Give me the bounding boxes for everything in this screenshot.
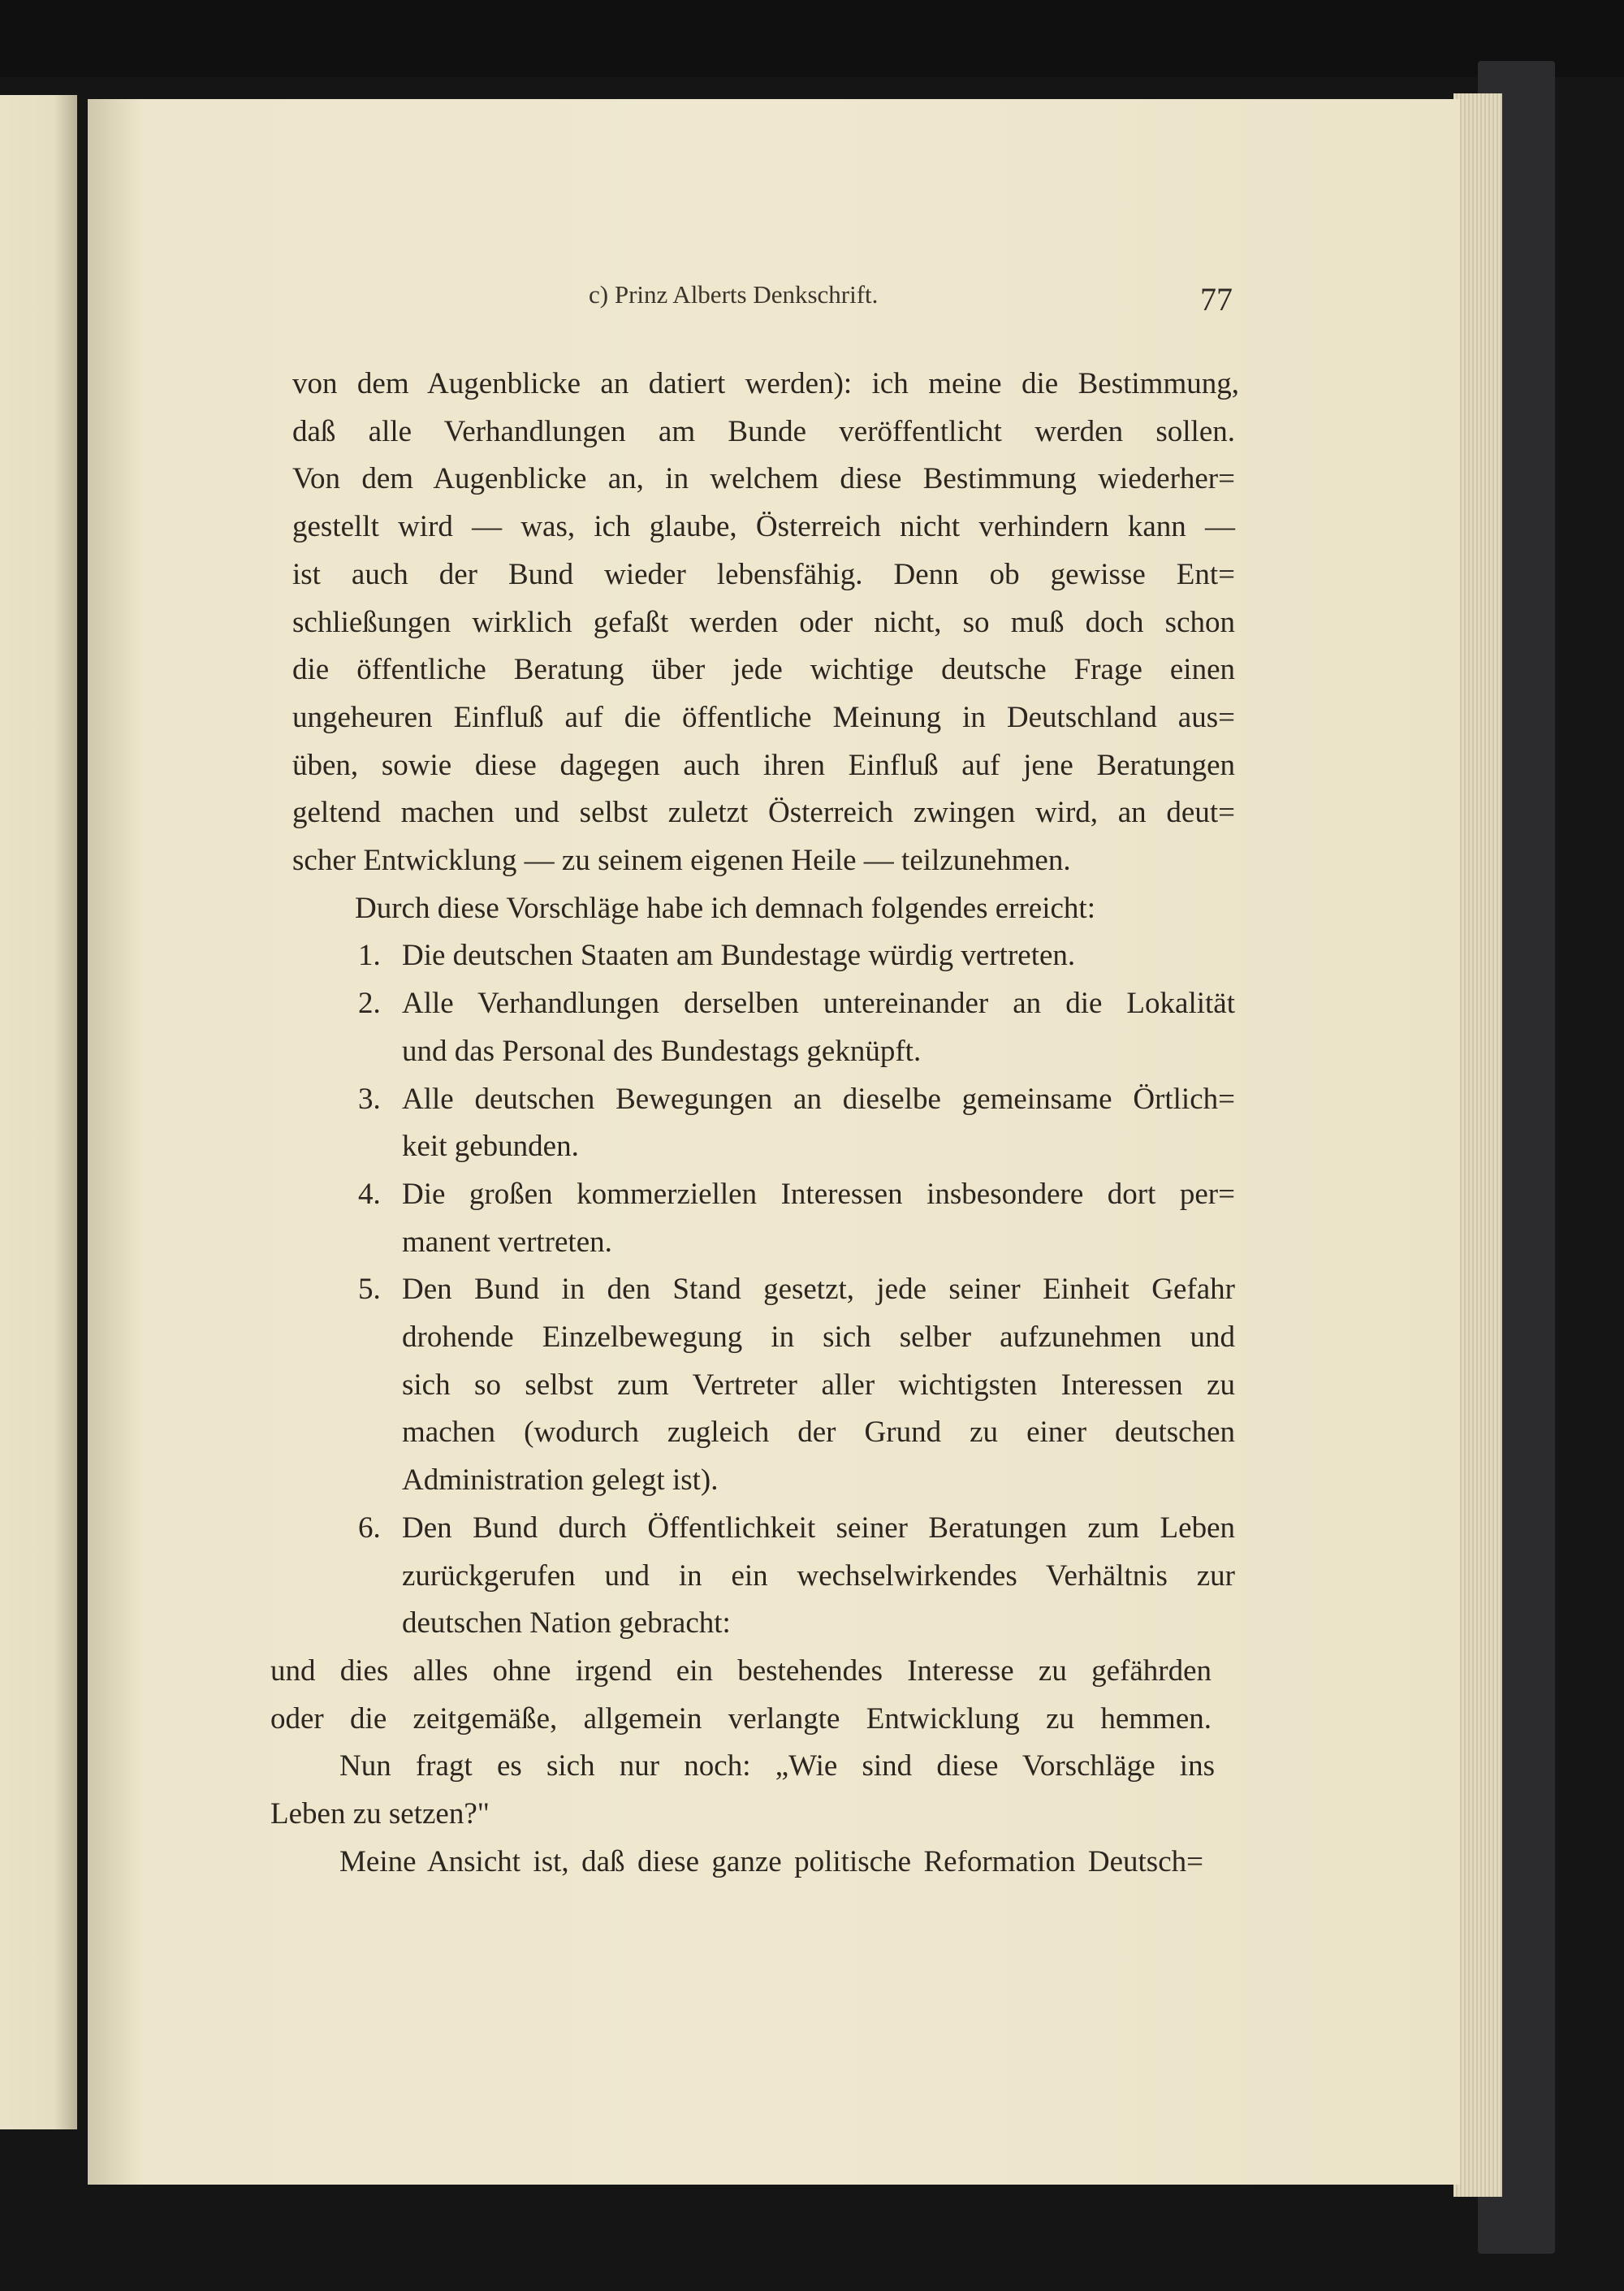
text-line: drohende Einzelbewegung in sich selber aufzunehmen und [402,1321,1235,1354]
text-line: daß alle Verhandlungen am Bunde veröffentlicht werden sollen. [292,414,1235,448]
text-line: zurückgerufen und in ein wechselwirkendes Verhältnis zur [402,1558,1235,1593]
text-line: Den Bund in den Stand gesetzt, jede seiner Einheit Gefahr [402,1273,1235,1307]
text-line: Nun fragt es sich nur noch: „Wie sind diese Vorschläge ins [339,1749,1215,1783]
page-number: 77 [1200,281,1233,318]
page-stack-edge [1453,93,1502,2197]
text-line: oder die zeitgemäße, allgemein verlangte Entwicklung zu hemmen. [270,1701,1212,1736]
text-line: und das Personal des Bundestags geknüpft. [402,1034,922,1068]
running-title: c) Prinz Alberts Denkschrift. [589,280,879,309]
facing-page [0,95,77,2129]
text-line: und dies alles ohne irgend ein bestehendes Interesse zu gefährden [270,1653,1212,1688]
list-number: 2. [358,987,381,1021]
text-line: von dem Augenblicke an datiert werden): ich meine die Bestimmung, [292,367,1239,400]
text-line: Die deutschen Staaten am Bundestage würdig vertreten. [402,939,1076,973]
text-line: ungeheuren Einfluß auf die öffentliche Meinung in Deutschland aus= [292,700,1235,734]
list-number: 1. [358,939,381,973]
text-line: Durch diese Vorschläge habe ich demnach folgendes erreicht: [355,891,1095,925]
text-line: Von dem Augenblicke an, in welchem diese Bestimmung wiederher= [292,462,1235,496]
list-number: 5. [358,1273,381,1307]
text-line: Alle deutschen Bewegungen an dieselbe gemeinsame Örtlich= [402,1082,1235,1116]
text-line: Administration gelegt ist). [402,1463,719,1498]
text-line: deutschen Nation gebracht: [402,1606,731,1640]
text-line: sich so selbst zum Vertreter aller wichtigsten Interessen zu [402,1368,1235,1402]
text-line: ist auch der Bund wieder lebensfähig. Denn ob gewisse Ent= [292,557,1235,591]
list-number: 6. [358,1511,381,1545]
text-line: geltend machen und selbst zuletzt Österreich zwingen wird, an deut= [292,796,1235,830]
text-line: scher Entwicklung — zu seinem eigenen Heile — teilzunehmen. [292,844,1071,877]
scan-background [0,0,1624,77]
text-line: Meine Ansicht ist, daß diese ganze politische Reformation Deutsch= [339,1844,1203,1878]
list-number: 4. [358,1177,381,1211]
list-number: 3. [358,1082,381,1116]
text-line: Leben zu setzen?" [270,1797,490,1831]
text-line: üben, sowie diese dagegen auch ihren Einfluß auf jene Beratungen [292,748,1235,782]
text-line: machen (wodurch zugleich der Grund zu einer deutschen [402,1416,1235,1450]
text-line: Die großen kommerziellen Interessen insbesondere dort per= [402,1177,1235,1211]
text-line: Alle Verhandlungen derselben untereinander an die Lokalität [402,987,1235,1021]
text-line: gestellt wird — was, ich glaube, Österreich nicht verhindern kann — [292,510,1235,544]
text-line: keit gebunden. [402,1130,579,1164]
text-line: Den Bund durch Öffentlichkeit seiner Beratungen zum Leben [402,1511,1235,1545]
text-line: die öffentliche Beratung über jede wichtige deutsche Frage einen [292,653,1235,687]
text-line: manent vertreten. [402,1225,612,1259]
text-line: schließungen wirklich gefaßt werden oder nicht, so muß doch schon [292,605,1235,639]
